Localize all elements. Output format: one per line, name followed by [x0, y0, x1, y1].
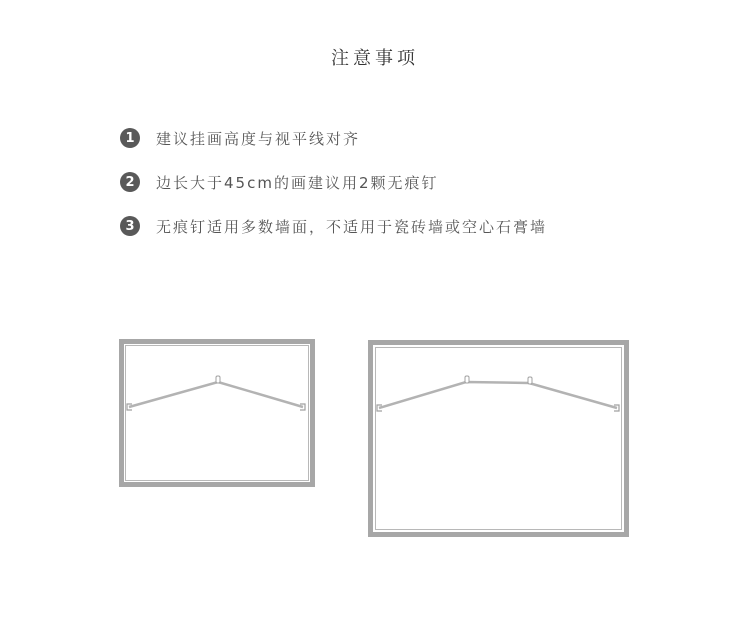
- note-item-3: [120, 216, 547, 236]
- nail-hook-right-icon: [528, 377, 532, 384]
- note-item-2: [120, 172, 439, 192]
- number-badge-3: 3: [120, 216, 140, 236]
- note-text-2: 边长大于45cm的画建议用2颗无痕钉: [156, 173, 439, 192]
- large-frame-illustration: [368, 340, 629, 537]
- nail-hook-left-icon: [465, 376, 469, 383]
- small-frame-outer: [122, 342, 313, 485]
- note-text-1: 建议挂画高度与视平线对齐: [156, 129, 361, 148]
- number-badge-2: 2: [120, 172, 140, 192]
- note-text-3: 无痕钉适用多数墙面，不适用于瓷砖墙或空心石膏墙: [156, 217, 548, 236]
- number-badge-1: 1: [120, 128, 140, 148]
- note-item-1: [120, 128, 360, 148]
- nail-hook-icon: [216, 376, 220, 383]
- large-frame-outer: [371, 343, 627, 535]
- small-frame-illustration: [119, 339, 315, 487]
- page-title: 注意事项: [331, 48, 419, 69]
